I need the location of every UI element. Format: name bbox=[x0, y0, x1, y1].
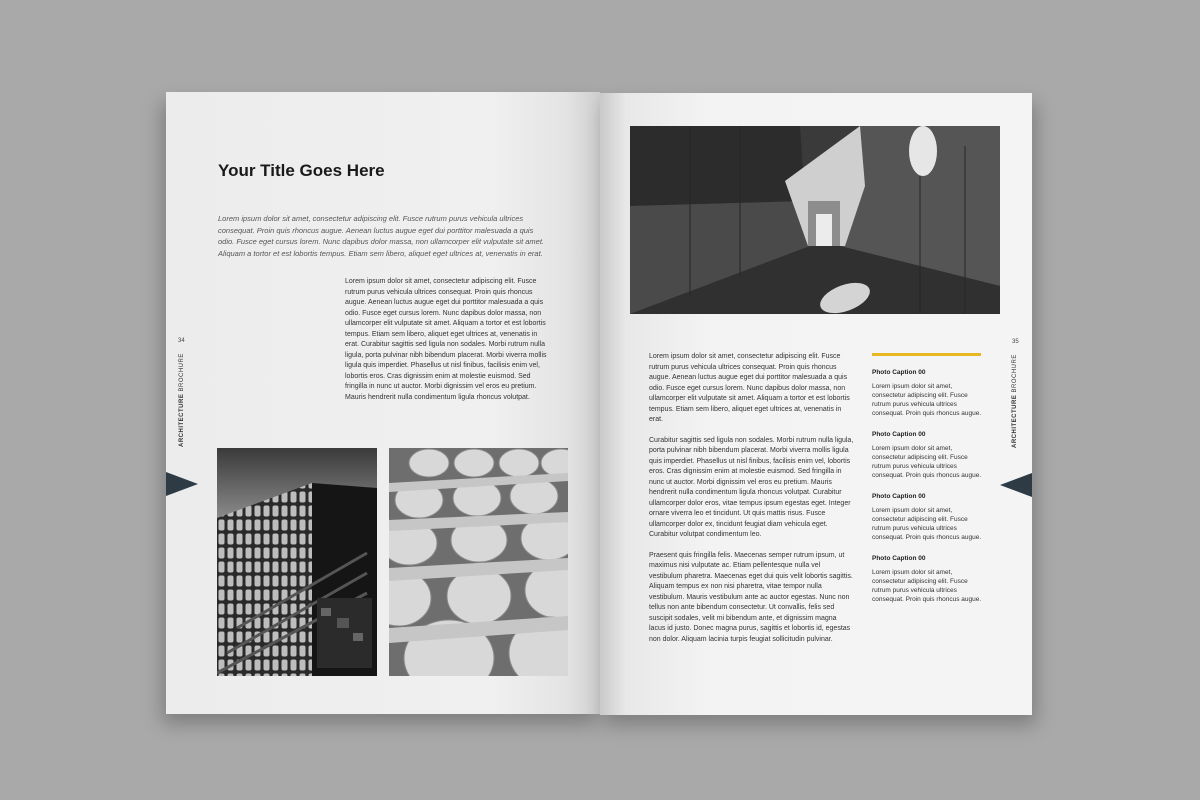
photo-honeycomb-facade bbox=[217, 448, 377, 676]
section-tab-right bbox=[1000, 473, 1032, 497]
side-label-right bbox=[1012, 354, 1018, 448]
page-number-right: 35 bbox=[1012, 339, 1019, 345]
caption-title: Photo Caption 00 bbox=[872, 493, 926, 500]
left-body-text: Lorem ipsum dolor sit amet, consectetur adipiscing elit. Fusce rutrum purus vehicula ultrices consequat. Proin quis rhoncus augue. Aenean luctus augue eget dui porttitor malesuada a quis odio. Fusce eget cursus lorem. Nunc dapibus dolor massa, non ullamcorper elit vulputate sit amet. Aliquam a tortor et est lobortis tempus. Etiam sem libero, aliquet eget ultrices at, venenatis in erat. Curabitur sagittis sed ligula non sodales. Morbi rutrum nulla ligula, porta pulvinar nibh bibendum placerat. Morbi viverra mollis ligula quis imperdiet. Phasellus ut nisl finibus, facilisis enim vel, lobortis eros. Cras dignissim enim at molestie euismod. Sed fringilla in nunc ut auctor. Morbi dignissim vel eros eu pretium. Mauris hendrerit nulla condimentum ligula rhoncus volutpat. bbox=[345, 278, 547, 401]
right-body-column bbox=[649, 352, 854, 655]
side-label-bold: ARCHITECTURE bbox=[179, 393, 185, 447]
photo-auditorium-chairs bbox=[389, 448, 568, 676]
caption-title: Photo Caption 00 bbox=[872, 369, 926, 376]
accent-rule bbox=[872, 353, 981, 356]
page-number-left: 34 bbox=[178, 338, 185, 344]
photo-concrete-corridor bbox=[630, 126, 1000, 314]
caption-block bbox=[872, 493, 984, 542]
left-page bbox=[166, 92, 600, 714]
caption-block bbox=[872, 555, 984, 604]
intro-paragraph: Lorem ipsum dolor sit amet, consectetur adipiscing elit. Fusce rutrum purus vehicula ultrices consequat. Proin quis rhoncus augue. Aenean luctus augue eget dui porttitor malesuada a quis odio. Fusce eget cursus lorem. Nunc dapibus dolor massa, non ullamcorper elit vulputate sit amet. Aliquam a tortor et est lobortis tempus. Etiam sem libero, aliquet eget ultrices at, venenatis in erat. bbox=[218, 214, 544, 258]
side-label-bold: ARCHITECTURE bbox=[1012, 394, 1018, 448]
body-paragraph: Praesent quis fringilla felis. Maecenas semper rutrum ipsum, ut maximus nisi vulputate ac. Etiam pellentesque nulla vel vestibulum pharetra. Maecenas eget dui quis velit lobortis sagittis. Aliquam tempus ex non nisi pharetra, vitae tempor nulla vestibulum. Mauris vestibulum ante ac auctor egestas. Nunc non tellus non ante bibendum consectetur. Ut convallis, felis sed suscipit sodales, velit mi bibendum ante, et dignissim magna lacus id justo. Donec magna purus, sagittis et lobortis id, egestas non dolor. Aliquam lacinia turpis feugiat sollicitudin pulvinar. bbox=[649, 551, 853, 643]
caption-text: Lorem ipsum dolor sit amet, consectetur adipiscing elit. Fusce rutrum purus vehicula ultrices consequat. Proin quis rhoncus augue. bbox=[872, 383, 982, 417]
caption-text: Lorem ipsum dolor sit amet, consectetur adipiscing elit. Fusce rutrum purus vehicula ultrices consequat. Proin quis rhoncus augue. bbox=[872, 569, 982, 603]
caption-block bbox=[872, 431, 984, 480]
caption-title: Photo Caption 00 bbox=[872, 555, 926, 562]
body-paragraph: Lorem ipsum dolor sit amet, consectetur adipiscing elit. Fusce rutrum purus vehicula ultrices consequat. Proin quis rhoncus augue. Aenean luctus augue eget dui porttitor malesuada a quis odio. Fusce eget cursus lorem. Nunc dapibus dolor massa, non ullamcorper elit vulputate sit amet. Aliquam a tortor et est lobortis tempus. Etiam sem libero, aliquet eget ultrices at, venenatis in erat. bbox=[649, 353, 850, 423]
caption-title: Photo Caption 00 bbox=[872, 431, 926, 438]
side-label-rest: BROCHURE bbox=[1012, 354, 1018, 395]
caption-text: Lorem ipsum dolor sit amet, consectetur adipiscing elit. Fusce rutrum purus vehicula ultrices consequat. Proin quis rhoncus augue. bbox=[872, 445, 982, 479]
photo-captions bbox=[872, 369, 984, 617]
caption-text: Lorem ipsum dolor sit amet, consectetur adipiscing elit. Fusce rutrum purus vehicula ultrices consequat. Proin quis rhoncus augue. bbox=[872, 507, 982, 541]
side-label-left bbox=[179, 353, 185, 447]
page-title: Your Title Goes Here bbox=[218, 161, 385, 180]
side-label-rest: BROCHURE bbox=[179, 353, 185, 394]
section-tab-left bbox=[166, 472, 198, 496]
body-paragraph: Curabitur sagittis sed ligula non sodales. Morbi rutrum nulla ligula, porta pulvinar nibh bibendum placerat. Morbi viverra mollis ligula quis imperdiet. Phasellus ut nisl finibus, facilisis enim vel, lobortis eros. Cras dignissim enim at molestie euismod. Sed fringilla in nunc ut auctor. Morbi dignissim vel eros eu pretium. Mauris hendrerit nulla condimentum ligula rhoncus volutpat. Curabitur ullamcorper dolor eros, vitae tempus ipsum egestas eget. Integer ornare viverra leo et tincidunt. Ut quis mattis risus. Fusce ullamcorper dolor ex, tincidunt feugiat diam vehicula eget. Curabitur volutpat condimentum leo. bbox=[649, 436, 854, 538]
right-page bbox=[600, 93, 1032, 715]
caption-block bbox=[872, 369, 984, 418]
